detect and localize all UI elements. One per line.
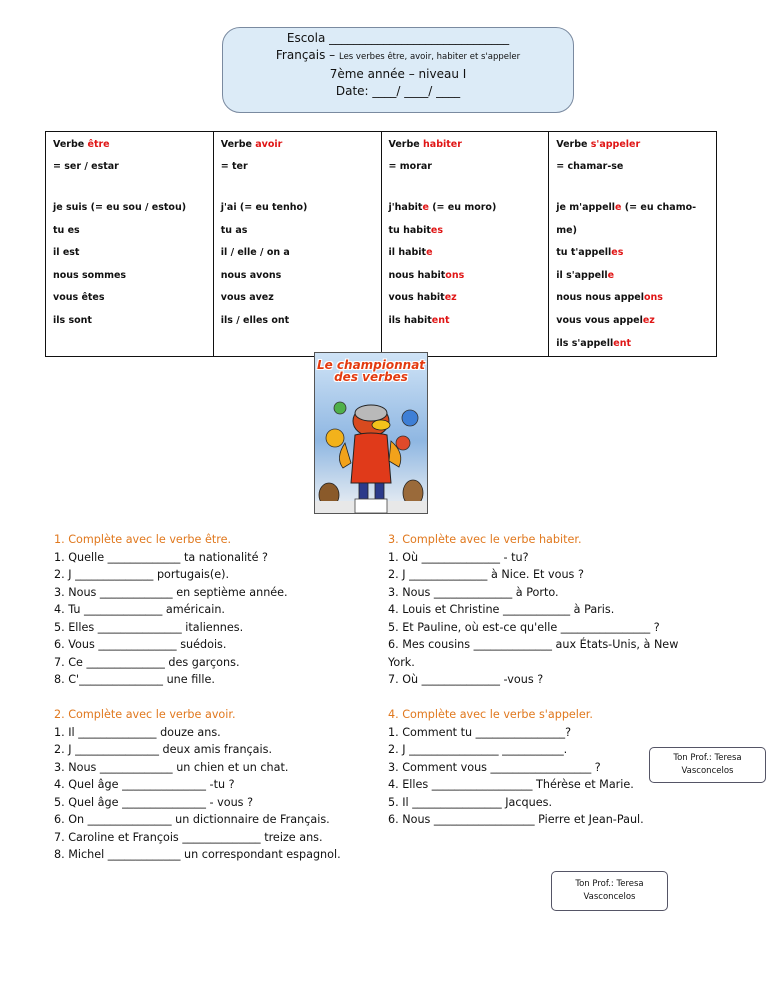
exercise-2 xyxy=(54,706,341,864)
conjugation-line: il habite xyxy=(388,247,433,259)
conjugation-line: me) xyxy=(556,224,577,236)
exercise-item: 6. Vous ______________ suédois. xyxy=(54,638,227,651)
conjugation-line: nous habitons xyxy=(388,269,465,281)
teacher-box-bottom xyxy=(551,871,668,911)
exercise-item: 3. Nous _____________ en septième année. xyxy=(54,585,288,599)
exercise-4 xyxy=(388,706,644,829)
verb-header: Verbe s'appeler xyxy=(556,139,641,150)
verb-name: s'appeler xyxy=(590,139,641,150)
conjugation-line: ils s'appellent xyxy=(556,337,632,349)
conjugation-line: vous vous appelez xyxy=(556,314,655,326)
conjugation-line: nous avons xyxy=(220,269,282,281)
conjugation-line: je m'appelle (= eu chamo- xyxy=(556,202,697,213)
exercise-item: 5. Elles _______________ italiennes. xyxy=(54,620,244,634)
verb-translation: = morar xyxy=(388,161,432,172)
conjugation-line: nous nous appelons xyxy=(556,292,663,304)
conjugation-line: j'ai (= eu tenho) xyxy=(220,202,308,213)
exercise-item: 2. J _______________ deux amis français. xyxy=(54,743,273,756)
exercise-item: 4. Tu ______________ américain. xyxy=(54,603,225,616)
exercise-item: 7. Ce ______________ des garçons. xyxy=(54,655,240,669)
exercise-item: 4. Louis et Christine ____________ à Paris. xyxy=(388,603,615,616)
exercise-item: 5. Il ________________ Jacques. xyxy=(388,795,553,809)
conjugation-line: il s'appelle xyxy=(556,269,615,281)
verb-cell-sappeler xyxy=(549,132,717,357)
teacher-surname: Vasconcelos xyxy=(681,766,734,776)
header-box xyxy=(222,27,574,113)
exercise-item: 2. J ______________ à Nice. Et vous ? xyxy=(388,568,584,581)
exercise-item: 6. On _______________ un dictionnaire de Français. xyxy=(54,813,330,826)
exercise-item: 2. J ______________ portugais(e). xyxy=(54,568,230,581)
verb-name: être xyxy=(87,139,110,150)
exercise-item: 6. Nous __________________ Pierre et Jean-Paul. xyxy=(388,813,644,826)
conjugation-line: tu t'appelles xyxy=(556,247,624,259)
conjugation-line: il / elle / on a xyxy=(220,247,290,259)
verb-translation: = ter xyxy=(220,161,248,172)
verb-name: avoir xyxy=(255,139,283,150)
conjugation-line: ils / elles ont xyxy=(220,314,290,326)
exercise-item: 7. Où ______________ -vous ? xyxy=(388,673,544,686)
exercise-1 xyxy=(54,531,288,689)
exercise-title: 1. Complète avec le verbe être. xyxy=(54,533,232,546)
exercise-item: 6. Mes cousins ______________ aux États-Unis, à New York. xyxy=(388,638,679,669)
verb-name: habiter xyxy=(423,139,462,150)
exercise-item: 1. Quelle _____________ ta nationalité ? xyxy=(54,550,268,564)
subject-line xyxy=(223,47,573,66)
verb-cell-avoir xyxy=(213,132,381,357)
cartoon-illustration xyxy=(315,383,427,513)
exercise-item: 1. Comment tu ________________? xyxy=(388,725,572,739)
exercise-3 xyxy=(388,531,708,689)
conjugation-line: je suis (= eu sou / estou) xyxy=(53,202,187,213)
exercise-title: 3. Complète avec le verbe habiter. xyxy=(388,533,582,546)
verb-cell-habiter xyxy=(381,132,549,357)
exercise-item: 4. Elles __________________ Thérèse et Marie. xyxy=(388,778,634,791)
teacher-surname: Vasconcelos xyxy=(583,892,636,902)
conjugation-line: tu as xyxy=(220,224,248,236)
verb-header: Verbe habiter xyxy=(388,139,462,150)
verb-header: Verbe avoir xyxy=(220,139,283,150)
exercise-item: 4. Quel âge _______________ -tu ? xyxy=(54,778,235,791)
exercise-title: 2. Complète avec le verbe avoir. xyxy=(54,708,236,721)
book-cover-image xyxy=(314,352,428,514)
verb-header: Verbe être xyxy=(53,139,110,150)
verb-translation: = chamar-se xyxy=(556,161,624,172)
cover-title: Le championnat des verbes xyxy=(316,358,426,384)
exercise-item: 8. C'_______________ une fille. xyxy=(54,673,215,686)
exercise-item: 7. Caroline et François ______________ treize ans. xyxy=(54,830,323,844)
conjugation-line: nous sommes xyxy=(53,269,127,281)
exercise-item: 3. Nous ______________ à Porto. xyxy=(388,585,559,599)
conjugation-line: tu es xyxy=(53,224,80,236)
conjugation-line: vous habitez xyxy=(388,292,457,304)
teacher-name: Ton Prof.: Teresa xyxy=(575,879,644,889)
conjugation-line: tu habites xyxy=(388,224,443,236)
verb-cell-etre xyxy=(46,132,214,357)
exercise-item: 3. Nous _____________ un chien et un chat. xyxy=(54,760,289,774)
exercise-item: 1. Où ______________ - tu? xyxy=(388,550,529,564)
conjugation-line: il est xyxy=(53,247,80,259)
exercise-item: 5. Et Pauline, où est-ce qu'elle ________________ ? xyxy=(388,620,660,634)
school-line: Escola ______________________________ xyxy=(286,31,510,45)
exercise-title: 4. Complète avec le verbe s'appeler. xyxy=(388,708,593,721)
exercise-item: 3. Comment vous __________________ ? xyxy=(388,760,601,774)
level-line: 7ème année – niveau I xyxy=(329,67,467,81)
teacher-name: Ton Prof.: Teresa xyxy=(673,753,742,763)
conjugation-line: vous êtes xyxy=(53,292,105,304)
verb-table-row xyxy=(46,132,717,357)
conjugation-line: j'habite (= eu moro) xyxy=(388,202,497,213)
conjugation-line: vous avez xyxy=(220,292,274,304)
exercise-item: 8. Michel _____________ un correspondant espagnol. xyxy=(54,848,341,861)
subject-prefix: Français – xyxy=(275,48,339,62)
conjugation-line: ils habitent xyxy=(388,314,450,326)
teacher-box xyxy=(649,747,766,783)
conjugation-line: ils sont xyxy=(53,314,92,326)
date-line: Date: ____/ ____/ ____ xyxy=(335,84,461,98)
exercise-item: 5. Quel âge _______________ - vous ? xyxy=(54,795,254,809)
verb-table xyxy=(45,131,717,357)
subject-topic: Les verbes être, avoir, habiter et s'appeler xyxy=(338,52,521,62)
exercise-item: 2. J ________________ ___________. xyxy=(388,743,568,756)
exercise-item: 1. Il ______________ douze ans. xyxy=(54,725,221,739)
verb-translation: = ser / estar xyxy=(53,161,119,172)
